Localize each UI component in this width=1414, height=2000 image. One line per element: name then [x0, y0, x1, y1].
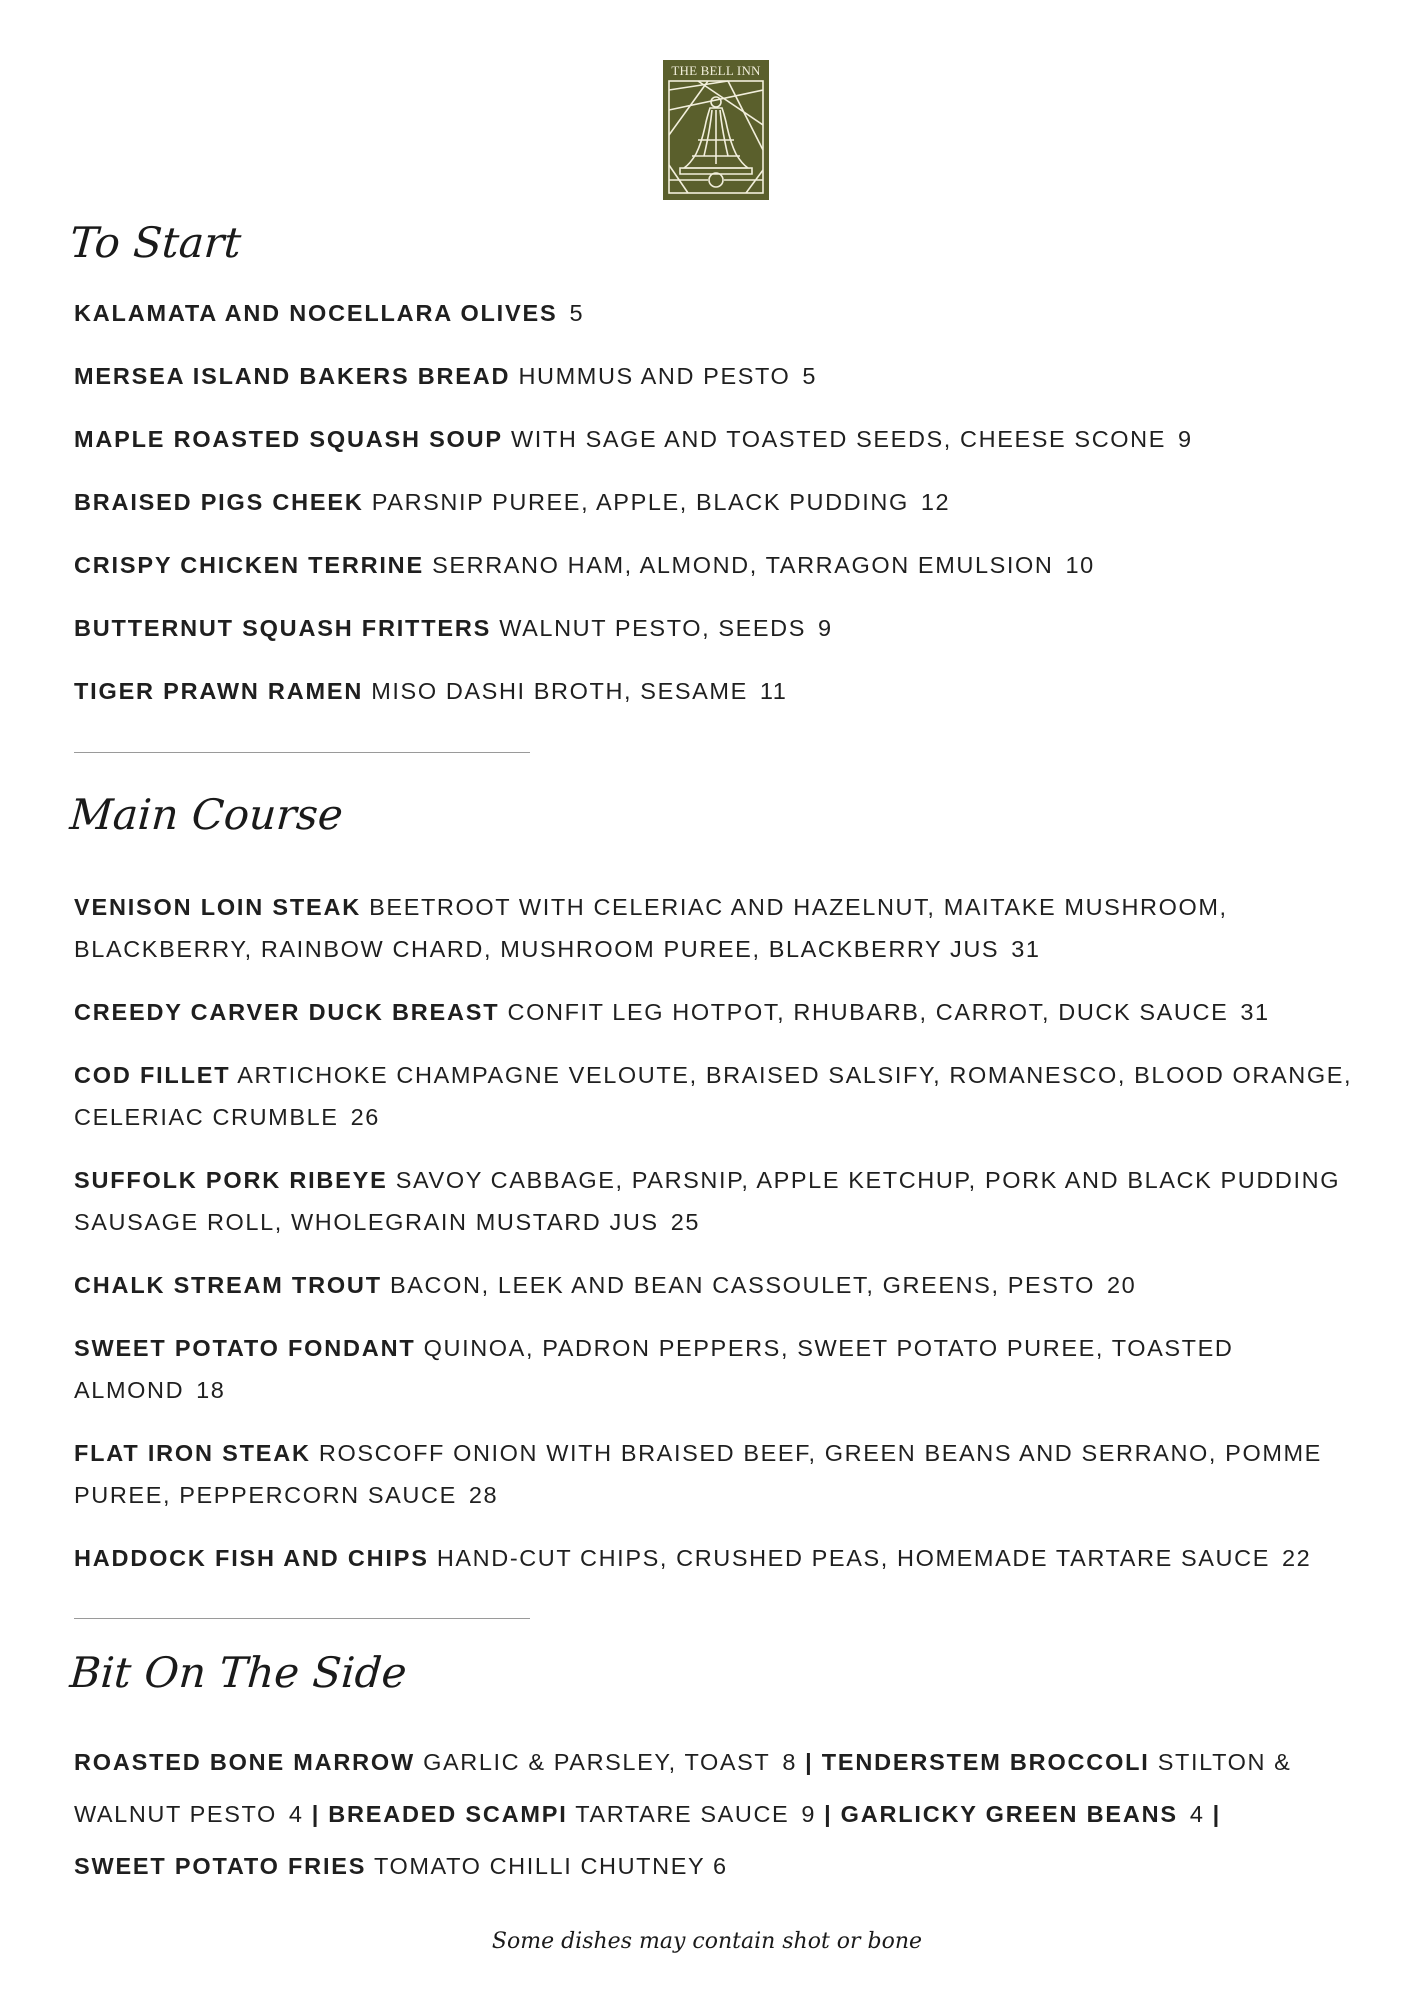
item-price: 8: [782, 1749, 798, 1775]
item-name: BUTTERNUT SQUASH FRITTERS: [74, 615, 492, 641]
section-divider: [74, 1618, 530, 1619]
item-name: GARLICKY GREEN BEANS: [840, 1801, 1178, 1827]
item-price: 9: [818, 615, 833, 641]
item-name: CREEDY CARVER DUCK BREAST: [74, 999, 500, 1025]
menu-item: [74, 670, 1354, 712]
item-price: 28: [468, 1482, 499, 1508]
item-desc: STILTON & WALNUT PESTO: [74, 1749, 1292, 1827]
section-title-to-start: To Start: [68, 218, 243, 267]
sides-paragraph: [74, 1736, 1304, 1892]
item-desc: ARTICHOKE CHAMPAGNE VELOUTE, BRAISED SALSIFY, ROMANESCO, BLOOD ORANGE, CELERIAC CRUMBLE: [74, 1062, 1353, 1130]
item-desc: SAVOY CABBAGE, PARSNIP, APPLE KETCHUP, PORK AND BLACK PUDDING SAUSAGE ROLL, WHOLEGRAIN MUSTARD JUS: [74, 1167, 1341, 1235]
item-price: 22: [1281, 1545, 1312, 1571]
item-name: BRAISED PIGS CHEEK: [74, 489, 364, 515]
item-price: 6: [712, 1853, 728, 1879]
item-name: VENISON LOIN STEAK: [74, 894, 362, 920]
menu-item: [74, 886, 1354, 970]
item-desc: WITH SAGE AND TOASTED SEEDS, CHEESE SCONE: [511, 426, 1166, 452]
logo-text: THE BELL INN: [671, 63, 761, 78]
item-desc: HUMMUS AND PESTO: [518, 363, 791, 389]
item-name: CRISPY CHICKEN TERRINE: [74, 552, 424, 578]
item-desc: HAND-CUT CHIPS, CRUSHED PEAS, HOMEMADE TARTARE SAUCE: [436, 1545, 1270, 1571]
item-desc: TOMATO CHILLI CHUTNEY: [373, 1853, 705, 1879]
bell-icon: [668, 80, 764, 194]
menu-item: [74, 1159, 1354, 1243]
section-title-bit-on-the-side: Bit On The Side: [68, 1648, 409, 1697]
item-name: SWEET POTATO FONDANT: [74, 1335, 416, 1361]
menu-item: [74, 991, 1354, 1033]
item-name: COD FILLET: [74, 1062, 231, 1088]
item-desc: PARSNIP PUREE, APPLE, BLACK PUDDING: [371, 489, 909, 515]
item-desc: CONFIT LEG HOTPOT, RHUBARB, CARROT, DUCK SAUCE: [507, 999, 1229, 1025]
item-separator: |: [311, 1801, 321, 1827]
item-price: 4: [288, 1801, 304, 1827]
item-name: CHALK STREAM TROUT: [74, 1272, 382, 1298]
item-desc: BEETROOT WITH CELERIAC AND HAZELNUT, MAITAKE MUSHROOM, BLACKBERRY, RAINBOW CHARD, MUSHROOM PUREE, BLACKBERRY JUS: [74, 894, 1228, 962]
item-name: MAPLE ROASTED SQUASH SOUP: [74, 426, 503, 452]
menu-item: [74, 1327, 1354, 1411]
item-name: HADDOCK FISH AND CHIPS: [74, 1545, 429, 1571]
item-name: BREADED SCAMPI: [328, 1801, 568, 1827]
menu-item: [74, 355, 1354, 397]
menu-item: [74, 1264, 1354, 1306]
item-price: 5: [802, 363, 818, 389]
item-desc: MISO DASHI BROTH, SESAME: [371, 678, 748, 704]
item-price: 5: [569, 300, 585, 326]
section-title-main-course: Main Course: [68, 790, 345, 839]
menu-item: [74, 1432, 1354, 1516]
item-price: 9: [801, 1801, 816, 1827]
item-desc: QUINOA, PADRON PEPPERS, SWEET POTATO PUREE, TOASTED ALMOND: [74, 1335, 1234, 1403]
item-desc: GARLIC & PARSLEY, TOAST: [423, 1749, 771, 1775]
item-name: SUFFOLK PORK RIBEYE: [74, 1167, 388, 1193]
menu-item: [74, 481, 1354, 523]
item-name: FLAT IRON STEAK: [74, 1440, 311, 1466]
item-separator: |: [824, 1801, 833, 1827]
menu-item: [74, 1537, 1354, 1579]
item-name: KALAMATA AND NOCELLARA OLIVES: [74, 300, 558, 326]
menu-item: [74, 544, 1354, 586]
item-separator: |: [1212, 1801, 1222, 1827]
item-name: SWEET POTATO FRIES: [74, 1853, 367, 1879]
item-price: 12: [920, 489, 951, 515]
item-separator: |: [805, 1749, 814, 1775]
item-price: 9: [1178, 426, 1193, 452]
item-desc: SERRANO HAM, ALMOND, TARRAGON EMULSION: [432, 552, 1054, 578]
item-desc: BACON, LEEK AND BEAN CASSOULET, GREENS, PESTO: [390, 1272, 1095, 1298]
item-desc: WALNUT PESTO, SEEDS: [499, 615, 807, 641]
item-name: TENDERSTEM BROCCOLI: [821, 1749, 1150, 1775]
footer-note: Some dishes may contain shot or bone: [491, 1929, 923, 1954]
item-price: 31: [1240, 999, 1270, 1025]
item-desc: TARTARE SAUCE: [575, 1801, 790, 1827]
item-price: 18: [196, 1377, 226, 1403]
item-price: 4: [1189, 1801, 1205, 1827]
section-divider: [74, 752, 530, 753]
menu-item: [74, 1054, 1354, 1138]
item-price: 26: [350, 1104, 380, 1130]
item-price: 10: [1065, 552, 1095, 578]
item-name: MERSEA ISLAND BAKERS BREAD: [74, 363, 511, 389]
item-desc: ROSCOFF ONION WITH BRAISED BEEF, GREEN BEANS AND SERRANO, POMME PUREE, PEPPERCORN SAUCE: [74, 1440, 1322, 1508]
menu-item: [74, 418, 1354, 460]
item-price: 31: [1011, 936, 1041, 962]
item-price: 20: [1106, 1272, 1137, 1298]
menu-item: [74, 292, 1354, 334]
item-name: TIGER PRAWN RAMEN: [74, 678, 364, 704]
item-name: ROASTED BONE MARROW: [74, 1749, 415, 1775]
item-price: 25: [670, 1209, 701, 1235]
bell-inn-logo: [663, 60, 769, 200]
item-price: 11: [759, 678, 788, 704]
menu-item: [74, 607, 1354, 649]
